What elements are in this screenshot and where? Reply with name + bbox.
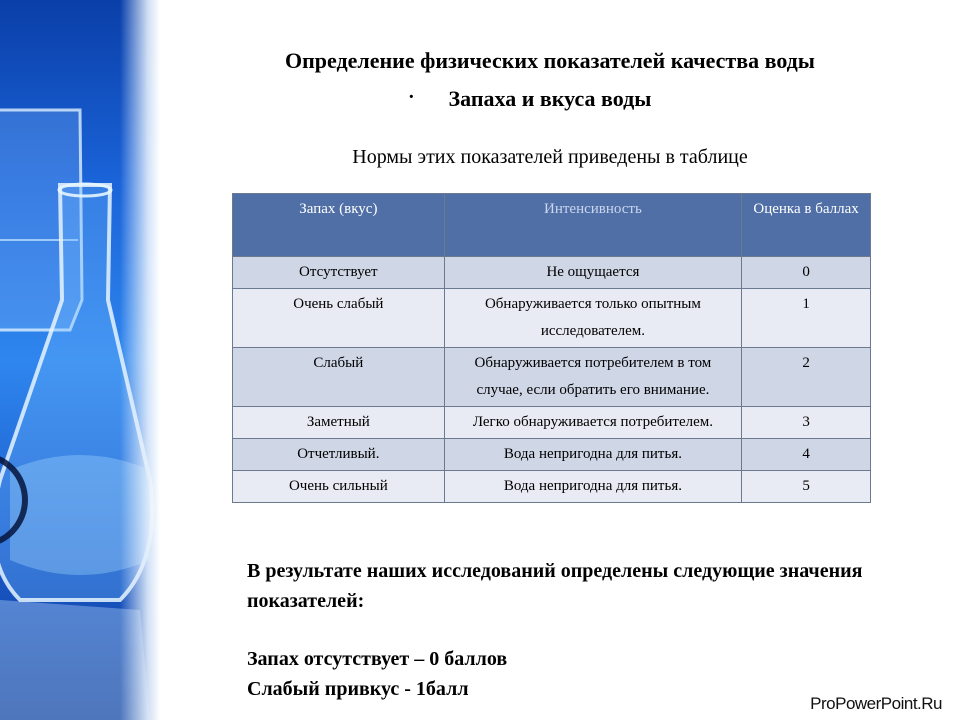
cell-score: 2 <box>742 348 871 407</box>
results-intro: В результате наших исследований определены следующие значения показателей: <box>247 560 863 612</box>
table-row <box>233 257 871 289</box>
table-row <box>233 289 871 348</box>
cell-smell: Очень слабый <box>233 289 445 348</box>
site-watermark: ProPowerPoint.Ru <box>810 694 942 713</box>
table-row <box>233 348 871 407</box>
table-row <box>233 439 871 471</box>
cell-smell: Отсутствует <box>233 257 445 289</box>
result-smell: Запах отсутствует – 0 баллов <box>247 648 508 670</box>
header-smell: Запах (вкус) <box>233 194 445 257</box>
cell-intensity: Легко обнаруживается потребителем. <box>444 407 742 439</box>
cell-score: 0 <box>742 257 871 289</box>
cell-intensity: Не ощущается <box>444 257 742 289</box>
slide-title: Определение физических показателей качества воды <box>285 48 815 73</box>
header-intensity: Интенсивность <box>444 194 742 257</box>
header-score: Оценка в баллах <box>742 194 871 257</box>
norms-table <box>232 193 871 503</box>
cell-smell: Отчетливый. <box>233 439 445 471</box>
table-row <box>233 471 871 503</box>
cell-smell: Очень сильный <box>233 471 445 503</box>
cell-score: 3 <box>742 407 871 439</box>
cell-score: 4 <box>742 439 871 471</box>
cell-intensity: Вода непригодна для питья. <box>444 471 742 503</box>
cell-smell: Заметный <box>233 407 445 439</box>
cell-intensity: Вода непригодна для питья. <box>444 439 742 471</box>
table-caption: Нормы этих показателей приведены в таблице <box>352 146 748 168</box>
slide-subtitle-topic: Запаха и вкуса воды <box>448 86 652 111</box>
cell-smell: Слабый <box>233 348 445 407</box>
cell-score: 1 <box>742 289 871 348</box>
results-block <box>247 556 927 704</box>
result-taste: Слабый привкус - 1балл <box>247 678 469 700</box>
bullet-marker: · <box>408 86 415 108</box>
cell-intensity: Обнаруживается потребителем в том случае, если обратить его внимание. <box>444 348 742 407</box>
cell-score: 5 <box>742 471 871 503</box>
table-row <box>233 407 871 439</box>
panel-fade <box>120 0 160 720</box>
glassware-photo-panel <box>0 0 160 720</box>
cell-intensity: Обнаруживается только опытным исследователем. <box>444 289 742 348</box>
table-header-row <box>233 194 871 257</box>
